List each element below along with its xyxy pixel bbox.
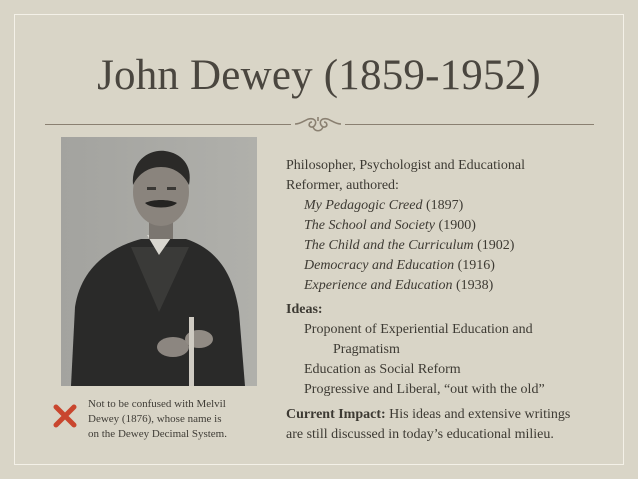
note-line: Not to be confused with Melvil [88, 398, 226, 410]
impact-heading: Current Impact: [286, 407, 386, 422]
idea-item: Education as Social Reform [304, 362, 461, 377]
work-item [286, 216, 606, 236]
x-mark-icon [52, 403, 78, 429]
idea-item: Proponent of Experiential Education and [304, 322, 533, 337]
title-divider-right [345, 124, 594, 125]
work-title: The School and Society [304, 218, 436, 233]
work-title: Experience and Education [304, 278, 453, 293]
ideas-heading: Ideas: [286, 302, 323, 317]
work-item [286, 276, 606, 296]
slide-title: John Dewey (1859-1952) [97, 52, 541, 99]
work-year: (1902) [477, 238, 515, 253]
work-year: (1938) [456, 278, 494, 293]
impact-line: are still discussed in today’s educational milieu. [286, 427, 554, 442]
idea-item: Pragmatism [333, 342, 400, 357]
title-divider-left [45, 124, 291, 125]
disambiguation-note [88, 397, 258, 442]
bio-text-block [286, 156, 606, 445]
portrait-photo [61, 137, 257, 386]
role-line: Philosopher, Psychologist and Educational [286, 158, 525, 173]
work-item [286, 196, 606, 216]
impact-line [286, 405, 606, 425]
role-line: Reformer, authored: [286, 178, 399, 193]
impact-text: His ideas and extensive writings [385, 407, 571, 422]
impact-section [286, 405, 606, 445]
work-year: (1897) [425, 198, 464, 213]
note-line: on the Dewey Decimal System. [88, 428, 227, 440]
ideas-section [286, 300, 606, 400]
work-title: The Child and the Curriculum [304, 238, 474, 253]
work-year: (1916) [457, 258, 495, 273]
flourish-ornament-icon [291, 113, 345, 135]
work-item [286, 256, 606, 276]
work-title: My Pedagogic Creed [304, 198, 423, 213]
work-title: Democracy and Education [304, 258, 455, 273]
note-line: Dewey (1876), whose name is [88, 413, 222, 425]
work-year: (1900) [438, 218, 476, 233]
work-item [286, 236, 606, 256]
idea-item: Progressive and Liberal, “out with the old” [304, 382, 545, 397]
